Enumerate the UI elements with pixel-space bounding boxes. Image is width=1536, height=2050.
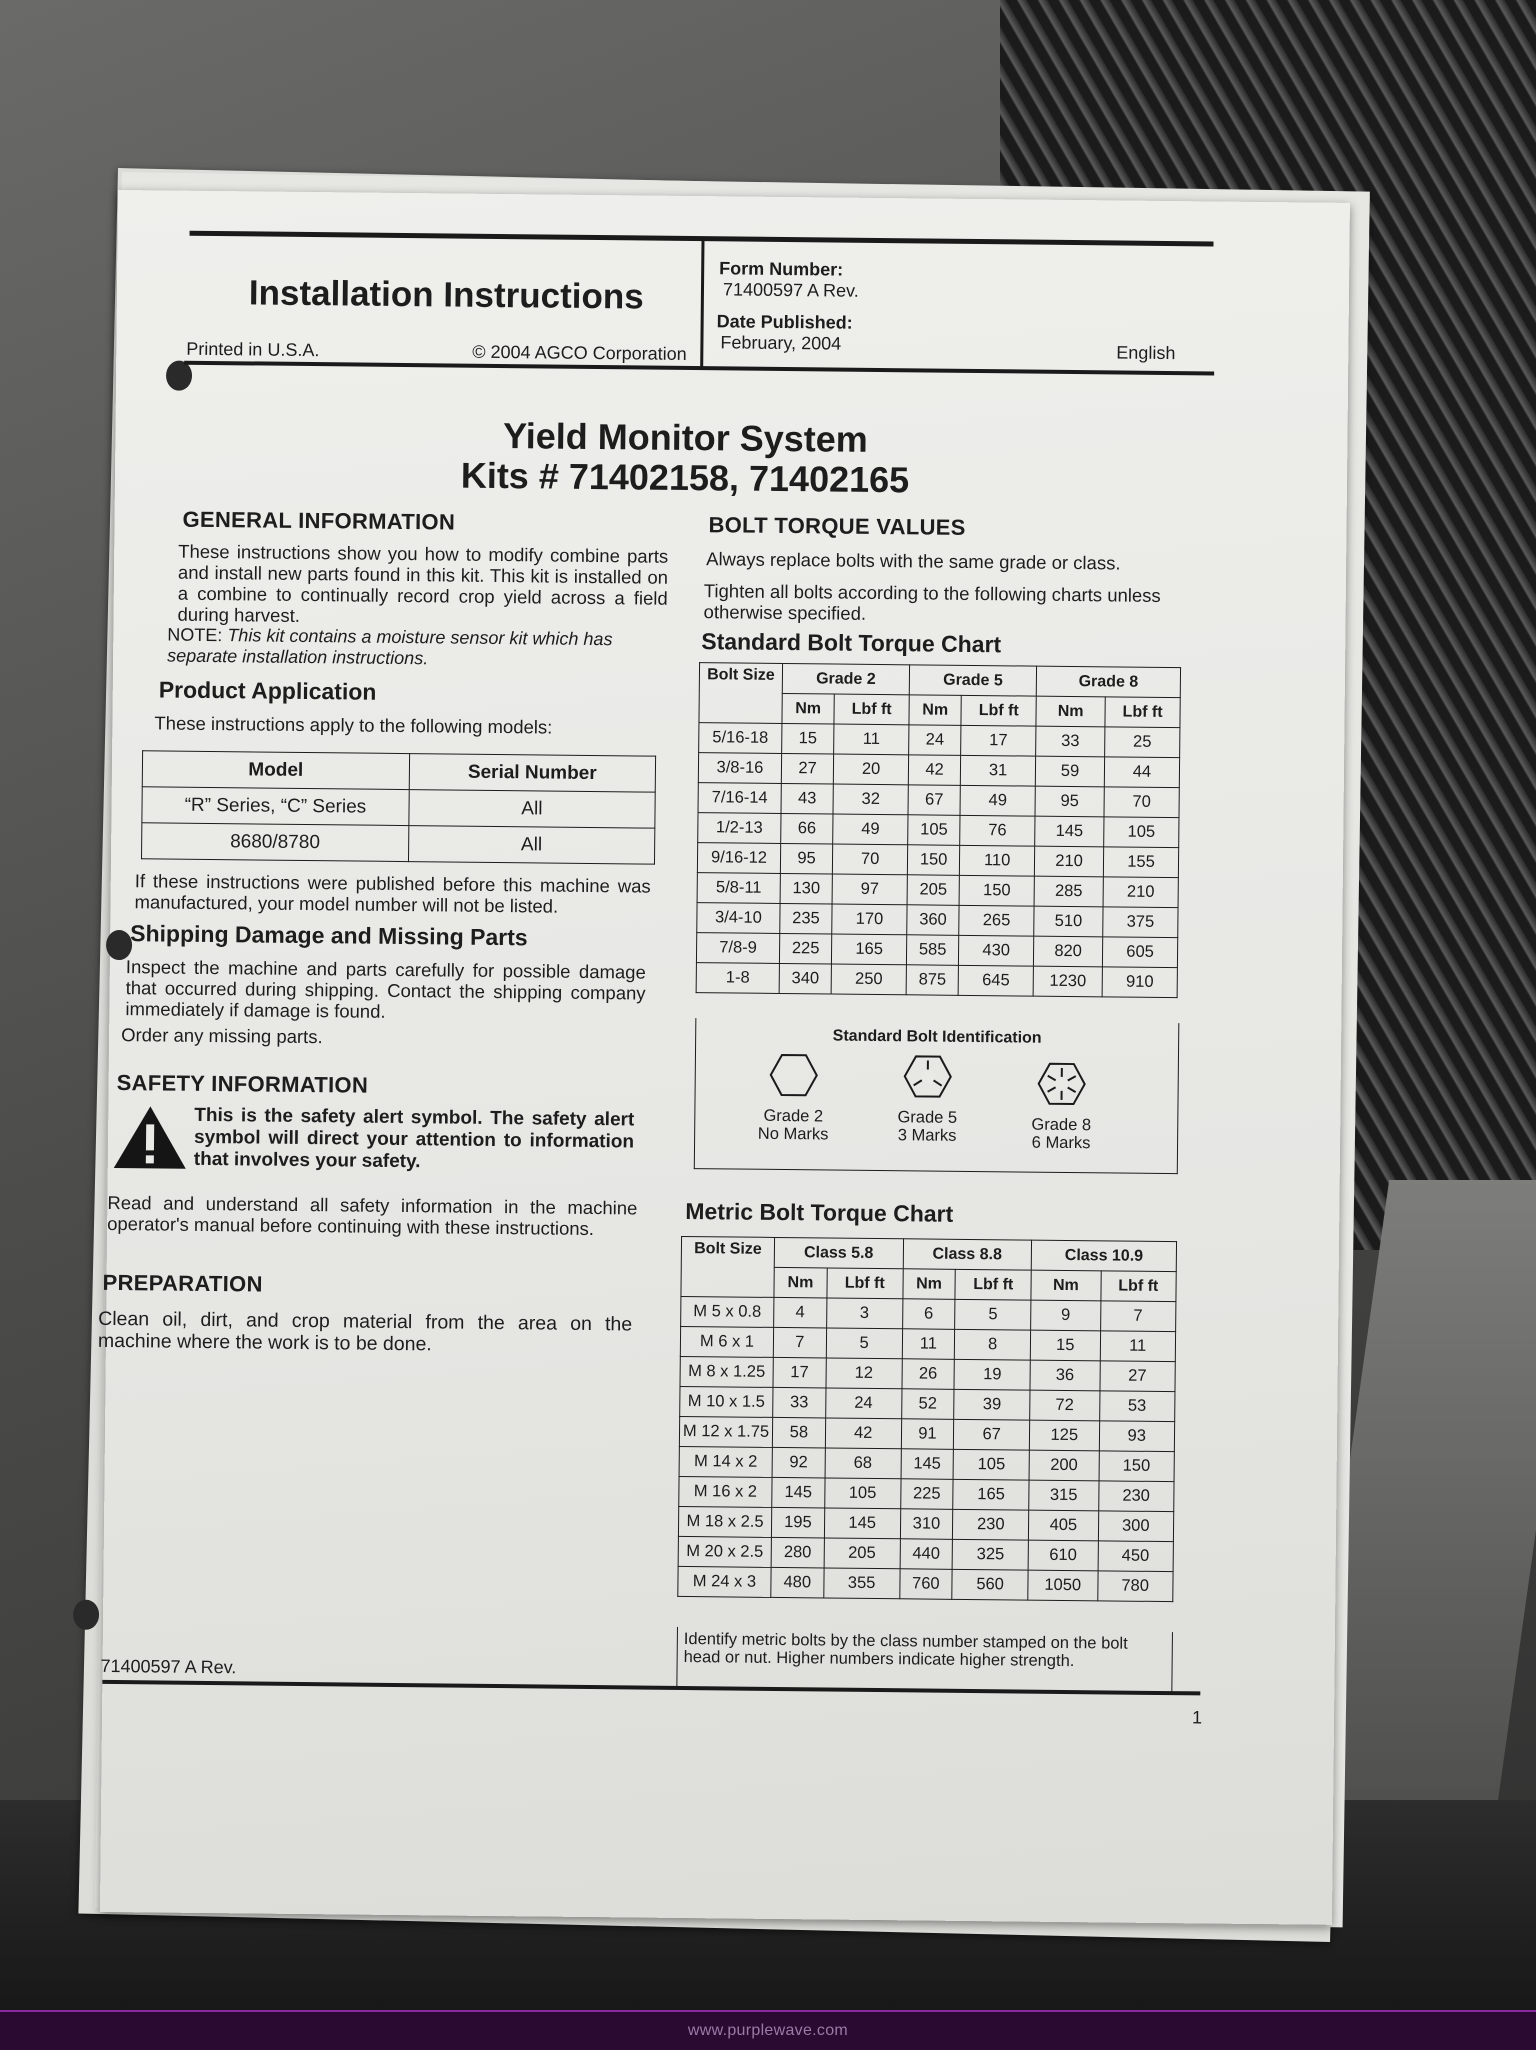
standard-table-body bbox=[696, 723, 1180, 998]
torque-cell: 110 bbox=[960, 845, 1035, 876]
product-heading: Product Application bbox=[159, 676, 377, 705]
lbf-header: Lbf ft bbox=[834, 694, 909, 725]
grade-5-marks: 3 Marks bbox=[867, 1126, 987, 1145]
torque-cell: 165 bbox=[832, 934, 907, 965]
torque-cell: 145 bbox=[772, 1477, 825, 1508]
torque-cell: 610 bbox=[1028, 1540, 1098, 1571]
metric-footnote: Identify metric bolts by the class number stamped on the bolt head or nut. Higher numbers indicate higher strength. bbox=[676, 1627, 1173, 1694]
torque-cell: 210 bbox=[1103, 877, 1178, 908]
bolt-size-cell: 9/16-12 bbox=[697, 843, 780, 874]
torque-cell: 205 bbox=[907, 875, 959, 906]
nm-header: Nm bbox=[782, 693, 834, 724]
language: English bbox=[1116, 342, 1175, 364]
shipping-text: Inspect the machine and parts carefully for possible damage that occurred during shipping. Contact the shipping company immediately if damage is found. bbox=[125, 956, 646, 1024]
torque-cell: 170 bbox=[832, 904, 907, 935]
bolt-size-cell: M 8 x 1.25 bbox=[680, 1356, 773, 1387]
torque-cell: 70 bbox=[1104, 787, 1179, 818]
torque-cell: 27 bbox=[781, 753, 833, 784]
serial-cell: All bbox=[408, 826, 655, 865]
torque-cell: 9 bbox=[1031, 1300, 1101, 1331]
torque-cell: 92 bbox=[772, 1447, 825, 1478]
torque-cell: 875 bbox=[906, 965, 958, 996]
torque-cell: 26 bbox=[902, 1359, 955, 1390]
torque-cell: 95 bbox=[780, 843, 832, 874]
torque-cell: 4 bbox=[774, 1297, 827, 1328]
group-header: Grade 5 bbox=[909, 665, 1036, 696]
torque-cell: 300 bbox=[1098, 1511, 1174, 1542]
torque-cell: 250 bbox=[831, 964, 906, 995]
hex-bolt-6-marks-icon bbox=[1036, 1062, 1086, 1107]
torque-cell: 360 bbox=[907, 905, 959, 936]
torque-cell: 8 bbox=[955, 1329, 1031, 1360]
safety-alert-text: This is the safety alert symbol. The safety alert symbol will direct your attention to information that involves your safety. bbox=[194, 1105, 635, 1176]
grade-8-item bbox=[1001, 1061, 1122, 1152]
torque-cell: 15 bbox=[1030, 1330, 1100, 1361]
model-cell: “R” Series, “C” Series bbox=[142, 787, 409, 826]
torque-cell: 210 bbox=[1034, 846, 1103, 877]
bolt-size-cell: M 20 x 2.5 bbox=[678, 1536, 771, 1567]
torque-cell: 5 bbox=[955, 1299, 1031, 1330]
lbf-header: Lbf ft bbox=[955, 1269, 1031, 1300]
bolt-size-cell: 1-8 bbox=[696, 963, 779, 994]
torque-cell: 17 bbox=[773, 1357, 826, 1388]
torque-cell: 59 bbox=[1035, 756, 1104, 787]
bolt-size-cell: 3/4-10 bbox=[697, 903, 780, 934]
torque-cell: 310 bbox=[900, 1509, 953, 1540]
hex-bolt-3-marks-icon bbox=[903, 1054, 953, 1099]
torque-cell: 125 bbox=[1029, 1420, 1099, 1451]
bolt-size-cell: 5/8-11 bbox=[697, 873, 780, 904]
torque-cell: 76 bbox=[960, 815, 1035, 846]
punch-hole-top bbox=[166, 361, 192, 391]
torque-cell: 150 bbox=[959, 875, 1034, 906]
torque-cell: 230 bbox=[953, 1509, 1029, 1540]
bolt-size-cell: M 16 x 2 bbox=[679, 1476, 772, 1507]
torque-cell: 130 bbox=[780, 873, 832, 904]
torque-cell: 97 bbox=[832, 874, 907, 905]
torque-cell: 325 bbox=[952, 1539, 1028, 1570]
torque-cell: 70 bbox=[833, 844, 908, 875]
copyright: © 2004 AGCO Corporation bbox=[472, 342, 687, 365]
preparation-heading: PREPARATION bbox=[102, 1270, 262, 1298]
torque-cell: 430 bbox=[959, 935, 1034, 966]
torque-cell: 24 bbox=[909, 725, 961, 756]
torque-cell: 36 bbox=[1030, 1360, 1100, 1391]
torque-cell: 440 bbox=[900, 1539, 953, 1570]
grade-2-label: Grade 2 bbox=[733, 1106, 853, 1125]
torque-cell: 39 bbox=[954, 1389, 1030, 1420]
header-title: Installation Instructions bbox=[249, 273, 644, 317]
torque-cell: 44 bbox=[1104, 757, 1179, 788]
torque-cell: 7 bbox=[1100, 1301, 1176, 1332]
standard-chart-heading: Standard Bolt Torque Chart bbox=[701, 628, 1001, 658]
bolt-size-cell: M 24 x 3 bbox=[678, 1566, 771, 1597]
header-bottom-rule bbox=[184, 361, 1214, 376]
torque-cell: 1050 bbox=[1028, 1570, 1098, 1601]
torque-cell: 11 bbox=[834, 724, 909, 755]
nm-header: Nm bbox=[909, 695, 961, 726]
torque-cell: 150 bbox=[907, 845, 959, 876]
bolt-size-cell: 5/16-18 bbox=[699, 723, 782, 754]
lbf-header: Lbf ft bbox=[961, 695, 1036, 726]
identification-caption: Standard Bolt Identification bbox=[696, 1026, 1178, 1049]
bolt-heading: BOLT TORQUE VALUES bbox=[708, 512, 965, 541]
torque-cell: 105 bbox=[953, 1449, 1029, 1480]
safety-heading: SAFETY INFORMATION bbox=[117, 1070, 369, 1099]
group-header: Class 10.9 bbox=[1031, 1240, 1176, 1272]
torque-cell: 150 bbox=[1099, 1451, 1175, 1482]
instruction-sheet bbox=[100, 190, 1350, 1925]
bolt-size-cell: M 6 x 1 bbox=[680, 1326, 773, 1357]
note-label: NOTE: bbox=[167, 625, 222, 646]
torque-cell: 105 bbox=[908, 815, 960, 846]
general-text: These instructions show you how to modify combine parts and install new parts found in this kit. This kit is installed on a combine to continually record crop yield across a field during harvest. bbox=[177, 541, 668, 630]
group-header: Grade 2 bbox=[782, 663, 909, 694]
torque-cell: 510 bbox=[1034, 906, 1103, 937]
printed-in: Printed in U.S.A. bbox=[186, 339, 319, 361]
date-published: February, 2004 bbox=[720, 332, 841, 354]
table-row bbox=[141, 823, 654, 864]
safety-text: Read and understand all safety information in the machine operator's manual before continuing with these instructions. bbox=[107, 1192, 637, 1240]
nm-header: Nm bbox=[1036, 696, 1105, 727]
torque-cell: 12 bbox=[826, 1358, 902, 1389]
nm-header: Nm bbox=[902, 1269, 955, 1300]
torque-cell: 27 bbox=[1099, 1361, 1175, 1392]
model-table bbox=[141, 750, 656, 864]
torque-cell: 15 bbox=[782, 723, 834, 754]
torque-cell: 145 bbox=[824, 1508, 900, 1539]
bolt-size-cell: M 5 x 0.8 bbox=[681, 1296, 774, 1327]
grade-5-item bbox=[867, 1054, 988, 1145]
grade-8-marks: 6 Marks bbox=[1001, 1133, 1121, 1152]
torque-cell: 165 bbox=[953, 1479, 1029, 1510]
model-cell: 8680/8780 bbox=[141, 823, 408, 862]
torque-cell: 49 bbox=[833, 814, 908, 845]
lbf-header: Lbf ft bbox=[1105, 697, 1180, 728]
note-text: This kit contains a moisture sensor kit which has separate installation instructions. bbox=[167, 625, 613, 668]
preparation-text: Clean oil, dirt, and crop material from the area on the machine where the work is to be done. bbox=[98, 1308, 632, 1358]
torque-cell: 195 bbox=[771, 1507, 824, 1538]
table-row bbox=[696, 963, 1177, 998]
torque-cell: 3 bbox=[826, 1298, 902, 1329]
bolt-size-cell: M 14 x 2 bbox=[679, 1446, 772, 1477]
torque-cell: 42 bbox=[825, 1418, 901, 1449]
torque-cell: 17 bbox=[961, 725, 1036, 756]
torque-cell: 155 bbox=[1103, 847, 1178, 878]
watermark-bar bbox=[0, 2010, 1536, 2050]
header-divider bbox=[700, 240, 704, 368]
torque-cell: 31 bbox=[960, 755, 1035, 786]
torque-cell: 72 bbox=[1030, 1390, 1100, 1421]
torque-cell: 645 bbox=[958, 965, 1033, 996]
grade-5-label: Grade 5 bbox=[867, 1108, 987, 1127]
torque-cell: 560 bbox=[952, 1569, 1028, 1600]
metric-chart-heading: Metric Bolt Torque Chart bbox=[685, 1198, 953, 1228]
torque-cell: 405 bbox=[1029, 1510, 1099, 1541]
grade-2-item bbox=[733, 1052, 854, 1143]
general-heading: GENERAL INFORMATION bbox=[182, 507, 455, 536]
bolt-size-cell: 1/2-13 bbox=[698, 813, 781, 844]
torque-cell: 24 bbox=[825, 1388, 901, 1419]
nm-header: Nm bbox=[774, 1267, 827, 1298]
torque-cell: 42 bbox=[908, 755, 960, 786]
torque-cell: 285 bbox=[1034, 876, 1103, 907]
torque-cell: 11 bbox=[902, 1329, 955, 1360]
grade-2-marks: No Marks bbox=[733, 1124, 853, 1143]
bolt-size-cell: 7/8-9 bbox=[696, 933, 779, 964]
form-number: 71400597 A Rev. bbox=[723, 279, 859, 301]
model-note: If these instructions were published before this machine was manufactured, your model number will not be listed. bbox=[134, 870, 650, 917]
date-published-label: Date Published: bbox=[717, 311, 853, 333]
torque-cell: 230 bbox=[1098, 1481, 1174, 1512]
model-header: Model bbox=[142, 751, 409, 790]
torque-cell: 200 bbox=[1029, 1450, 1099, 1481]
torque-cell: 585 bbox=[906, 935, 958, 966]
bolt-size-cell: M 18 x 2.5 bbox=[678, 1506, 771, 1537]
watermark-text: www.purplewave.com bbox=[688, 2022, 848, 2040]
page-number: 1 bbox=[1192, 1707, 1202, 1728]
torque-cell: 7 bbox=[773, 1327, 826, 1358]
torque-cell: 68 bbox=[825, 1448, 901, 1479]
torque-cell: 67 bbox=[908, 785, 960, 816]
footer-form-number: 71400597 A Rev. bbox=[100, 1656, 236, 1678]
torque-cell: 1230 bbox=[1033, 966, 1102, 997]
torque-cell: 49 bbox=[960, 785, 1035, 816]
metric-torque-table bbox=[677, 1236, 1177, 1602]
bolt-size-header: Bolt Size bbox=[699, 663, 783, 724]
torque-cell: 19 bbox=[954, 1359, 1030, 1390]
torque-cell: 5 bbox=[826, 1328, 902, 1359]
torque-cell: 820 bbox=[1034, 936, 1103, 967]
title-line-1: Yield Monitor System bbox=[375, 415, 995, 461]
group-header: Class 8.8 bbox=[903, 1239, 1032, 1270]
torque-cell: 375 bbox=[1103, 907, 1178, 938]
torque-cell: 340 bbox=[779, 963, 831, 994]
bolt-text-2: Tighten all bolts according to the following charts unless otherwise specified. bbox=[704, 580, 1224, 627]
torque-cell: 605 bbox=[1102, 937, 1177, 968]
torque-cell: 6 bbox=[902, 1299, 955, 1330]
torque-cell: 105 bbox=[1104, 817, 1179, 848]
bolt-size-cell: 3/8-16 bbox=[698, 753, 781, 784]
title-line-2: Kits # 71402158, 71402165 bbox=[375, 455, 995, 501]
torque-cell: 20 bbox=[833, 754, 908, 785]
torque-cell: 225 bbox=[779, 933, 831, 964]
torque-cell: 33 bbox=[1036, 726, 1105, 757]
torque-cell: 480 bbox=[771, 1567, 824, 1598]
safety-alert-icon bbox=[112, 1104, 189, 1171]
torque-cell: 265 bbox=[959, 905, 1034, 936]
group-header: Class 5.8 bbox=[774, 1237, 903, 1268]
bolt-size-cell: 7/16-14 bbox=[698, 783, 781, 814]
form-number-label: Form Number: bbox=[719, 258, 843, 280]
torque-cell: 910 bbox=[1102, 967, 1177, 998]
hex-bolt-no-marks-icon bbox=[769, 1053, 819, 1098]
torque-cell: 780 bbox=[1097, 1571, 1173, 1602]
torque-cell: 32 bbox=[833, 784, 908, 815]
table-row bbox=[142, 787, 655, 828]
torque-cell: 25 bbox=[1105, 727, 1180, 758]
nm-header: Nm bbox=[1031, 1270, 1101, 1301]
product-text: These instructions apply to the following models: bbox=[154, 712, 552, 737]
torque-cell: 355 bbox=[824, 1568, 900, 1599]
torque-cell: 33 bbox=[773, 1387, 826, 1418]
torque-cell: 93 bbox=[1099, 1421, 1175, 1452]
serial-cell: All bbox=[409, 790, 656, 829]
metric-table-body bbox=[678, 1296, 1176, 1601]
bolt-size-header: Bolt Size bbox=[681, 1236, 775, 1297]
torque-cell: 91 bbox=[901, 1419, 954, 1450]
torque-cell: 280 bbox=[771, 1537, 824, 1568]
bolt-identification-box bbox=[694, 1018, 1180, 1174]
order-text: Order any missing parts. bbox=[121, 1024, 323, 1047]
bolt-text-1: Always replace bolts with the same grade or class. bbox=[706, 548, 1121, 573]
torque-cell: 315 bbox=[1029, 1480, 1099, 1511]
torque-cell: 450 bbox=[1098, 1541, 1174, 1572]
torque-cell: 105 bbox=[824, 1478, 900, 1509]
note bbox=[167, 625, 667, 672]
torque-cell: 95 bbox=[1035, 786, 1104, 817]
torque-cell: 67 bbox=[954, 1419, 1030, 1450]
group-header: Grade 8 bbox=[1036, 666, 1180, 698]
bolt-size-cell: M 12 x 1.75 bbox=[679, 1416, 772, 1447]
grade-8-label: Grade 8 bbox=[1001, 1115, 1121, 1134]
torque-cell: 145 bbox=[901, 1449, 954, 1480]
lbf-header: Lbf ft bbox=[1100, 1271, 1176, 1302]
torque-cell: 58 bbox=[772, 1417, 825, 1448]
torque-cell: 53 bbox=[1099, 1391, 1175, 1422]
table-row bbox=[678, 1566, 1173, 1601]
torque-cell: 145 bbox=[1035, 816, 1104, 847]
shipping-heading: Shipping Damage and Missing Parts bbox=[130, 920, 528, 951]
standard-torque-table bbox=[696, 662, 1181, 998]
lbf-header: Lbf ft bbox=[827, 1268, 903, 1299]
serial-header: Serial Number bbox=[409, 754, 656, 793]
torque-cell: 225 bbox=[900, 1479, 953, 1510]
torque-cell: 52 bbox=[901, 1389, 954, 1420]
torque-cell: 760 bbox=[899, 1569, 952, 1600]
bolt-size-cell: M 10 x 1.5 bbox=[680, 1386, 773, 1417]
torque-cell: 66 bbox=[781, 813, 833, 844]
torque-cell: 11 bbox=[1100, 1331, 1176, 1362]
torque-cell: 205 bbox=[824, 1538, 900, 1569]
torque-cell: 43 bbox=[781, 783, 833, 814]
torque-cell: 235 bbox=[780, 903, 832, 934]
document-title bbox=[375, 415, 996, 501]
